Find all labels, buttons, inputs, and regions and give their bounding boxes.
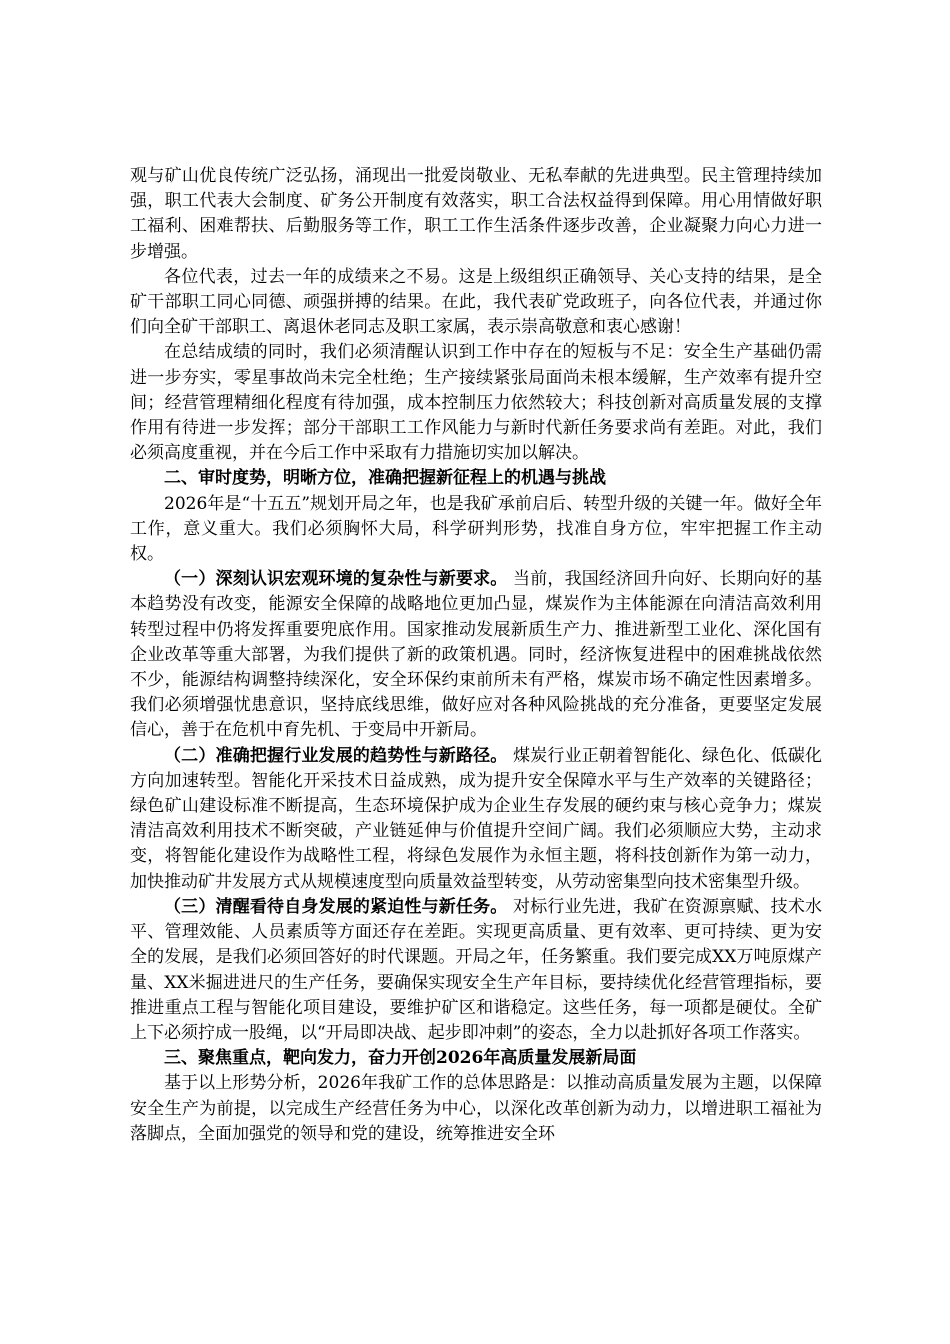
paragraph-macro-environment (130, 567, 822, 743)
paragraph-thanks: 各位代表，过去一年的成绩来之不易。这是上级组织正确领导、关心支持的结果，是全矿干部职工同心同德、顽强拼搏的结果。在此，我代表矿党政班子，向各位代表，并通过你们向全矿干部职工、离退休老同志及职工家属，表示崇高敬意和衷心感谢！ (130, 266, 822, 338)
paragraph-overall-approach: 基于以上形势分析，2026年我矿工作的总体思路是：以推动高质量发展为主题，以保障安全生产为前提，以完成生产经营任务为中心，以深化改革创新为动力，以增进职工福祉为落脚点，全面加强党的领导和党的建设，统筹推进安全环 (130, 1073, 822, 1144)
section-heading-2: 二、审时度势，明晰方位，准确把握新征程上的机遇与挑战 (164, 468, 606, 489)
subheading-3: （三）清醒看待自身发展的紧迫性与新任务。 (164, 896, 508, 917)
section-heading-3: 三、聚焦重点，靶向发力，奋力开创2026年高质量发展新局面 (164, 1048, 637, 1069)
subheading-2: （二）准确把握行业发展的趋势性与新路径。 (164, 745, 508, 766)
subheading-1: （一）深刻认识宏观环境的复杂性与新要求。 (164, 569, 508, 590)
paragraph-body: 煤炭行业正朝着智能化、绿色化、低碳化方向加速转型。智能化开采技术日益成熟，成为提升安全保障水平与生产效率的关键路径；绿色矿山建设标准不断提高，生态环境保护成为企业生存发展的硬约束与核心竞争力；煤炭清洁高效利用技术不断突破，产业链延伸与价值提升空间广阔。我们必须顺应大势，主动求变，将智能化建设作为战略性工程，将绿色发展作为永恒主题，将科技创新作为第一动力，加快推动矿井发展方式从规模速度型向质量效益型转变，从劳动密集型向技术密集型升级。 (130, 745, 823, 892)
paragraph-shortcomings: 在总结成绩的同时，我们必须清醒认识到工作中存在的短板与不足：安全生产基础仍需进一步夯实，零星事故尚未完全杜绝；生产接续紧张局面尚未根本缓解，生产效率有提升空间；经营管理精细化程度有待加强，成本控制压力依然较大；科技创新对高质量发展的支撑作用有待进一步发挥；部分干部职工工作风能力与新时代新任务要求尚有差距。对此，我们必须高度重视，并在今后工作中采取有力措施切实加以解决。 (130, 342, 822, 464)
paragraph-2026-intro: 2026年是“十五五”规划开局之年，也是我矿承前启后、转型升级的关键一年。做好全年工作，意义重大。我们必须胸怀大局，科学研判形势，找准自身方位，牢牢把握工作主动权。 (130, 493, 822, 565)
document-body (130, 164, 822, 1147)
paragraph-body: 当前，我国经济回升向好、长期向好的基本趋势没有改变，能源安全保障的战略地位更加凸显，煤炭作为主体能源在向清洁高效利用转型过程中仍将发挥重要兜底作用。国家推动发展新质生产力、推进新型工业化、深化国有企业改革等重大部署，为我们提供了新的政策机遇。同时，经济恢复进程中的困难挑战依然不少，能源结构调整持续深化，安全环保约束前所未有严格，煤炭市场不确定性因素增多。我们必须增强忧患意识，坚持底线思维，做好应对各种风险挑战的充分准备，更要坚定发展信心，善于在危机中育先机、于变局中开新局。 (130, 569, 823, 741)
paragraph-industry-trends (130, 744, 822, 895)
paragraph-own-development (130, 895, 822, 1046)
paragraph-workers-welfare: 观与矿山优良传统广泛弘扬，涌现出一批爱岗敬业、无私奉献的先进典型。民主管理持续加强，职工代表大会制度、矿务公开制度有效落实，职工合法权益得到保障。用心用情做好职工福利、困难帮扶、后勤服务等工作，职工工作生活条件逐步改善，企业凝聚力向心力进一步增强。 (130, 166, 822, 262)
paragraph-body: 对标行业先进，我矿在资源禀赋、技术水平、管理效能、人员素质等方面还存在差距。实现更高质量、更有效率、更可持续、更为安全的发展，是我们必须回答好的时代课题。开局之年，任务繁重。我们要完成XX万吨原煤产量、XX米掘进进尺的生产任务，要确保实现安全生产年目标，要持续优化经营管理指标，要推进重点工程与智能化项目建设，要维护矿区和谐稳定。这些任务，每一项都是硬仗。全矿上下必须拧成一股绳，以“开局即决战、起步即冲刺”的姿态，全力以赴抓好各项工作落实。 (130, 896, 823, 1043)
